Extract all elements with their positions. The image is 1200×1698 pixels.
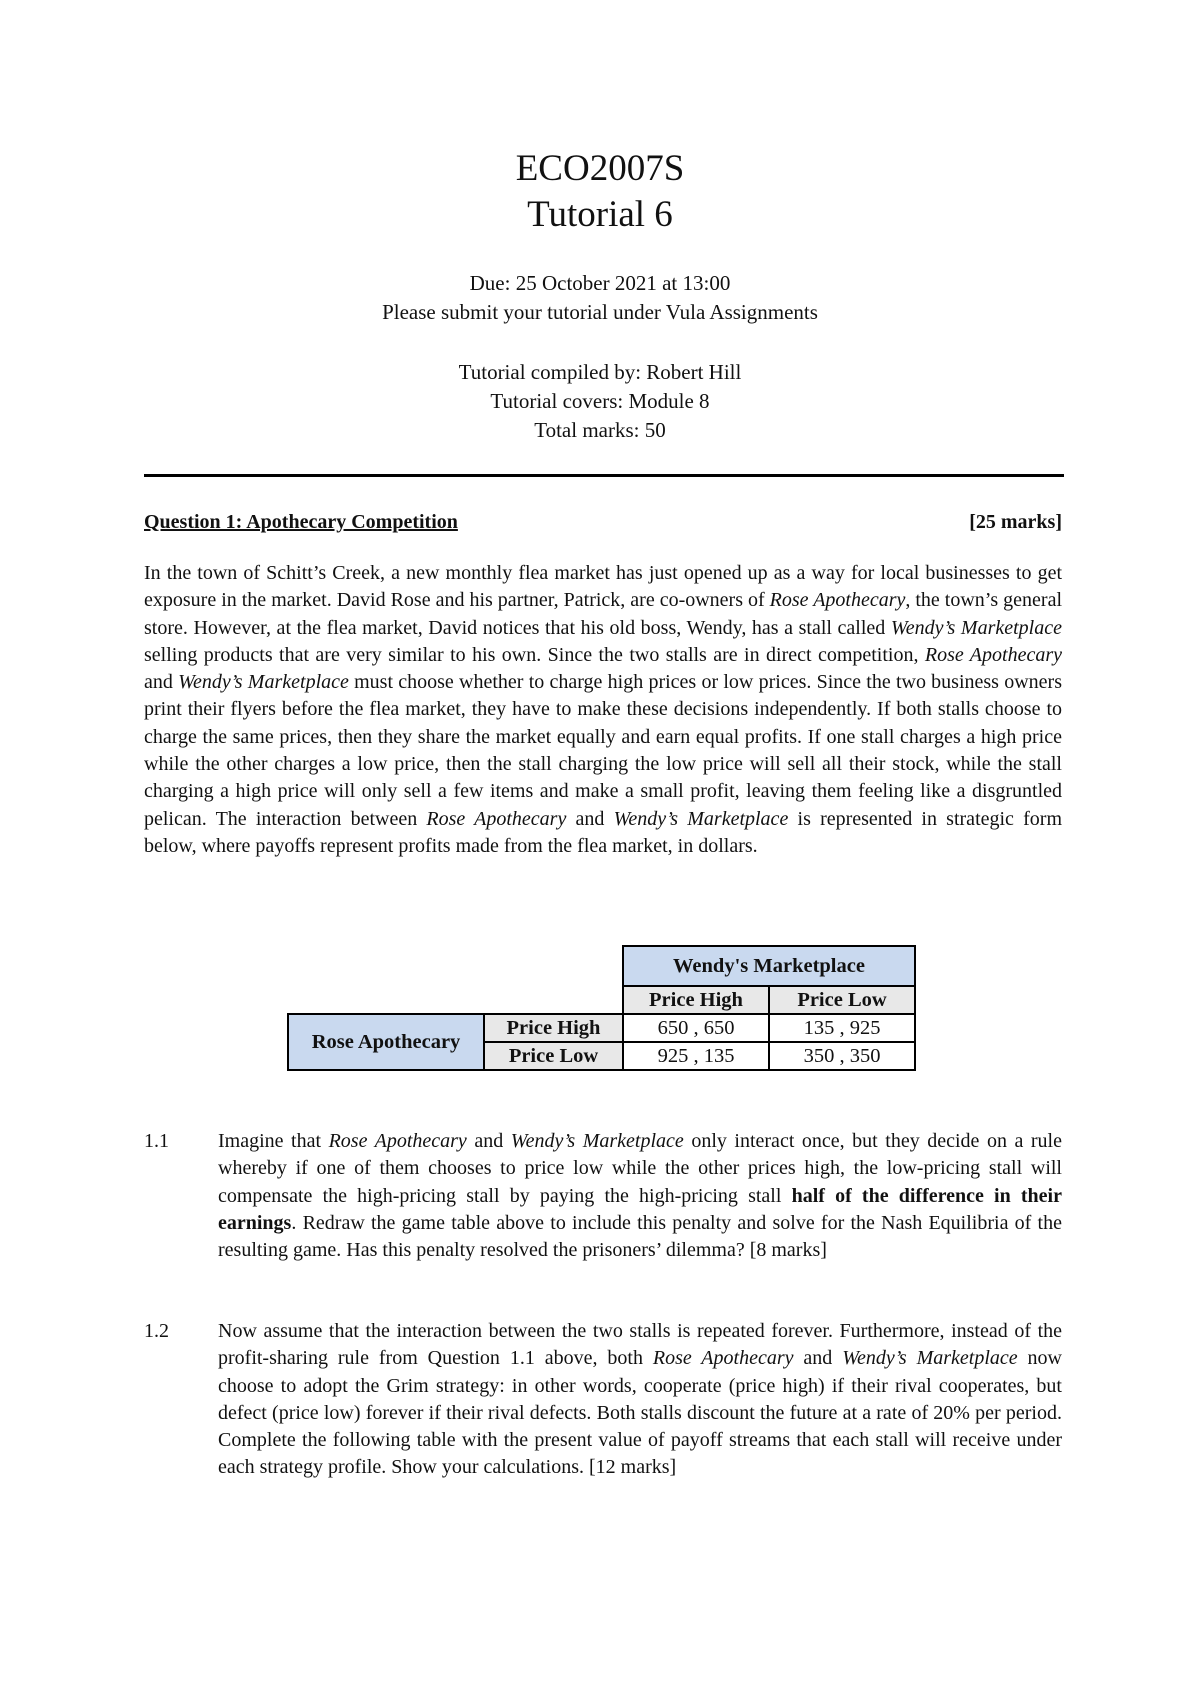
col-strategy-low: Price Low xyxy=(769,986,915,1014)
text-run: only interact once, but they decide on a rule whereby if one of them chooses to price low while the other prices high, the low-pricing stall will compensate the high-pricing stall by paying the high-pricing stall xyxy=(218,1130,1062,1207)
text-run: . Redraw the game table above to include this penalty and solve for the Nash Equilibria of the resulting game. Has this penalty resolved the prisoners’ dilemma? [8 marks] xyxy=(218,1211,1062,1262)
emphasis-text: Wendy’s Marketplace xyxy=(178,671,349,694)
emphasis-text: Wendy’s Marketplace xyxy=(613,807,789,830)
payoff-cell: 925 , 135 xyxy=(623,1042,769,1070)
text-run: and xyxy=(466,1130,511,1152)
question-text xyxy=(218,1318,1062,1482)
course-code: ECO2007S xyxy=(515,148,685,189)
text-run: Imagine that xyxy=(218,1130,329,1152)
question-text xyxy=(218,1128,1062,1264)
emphasis-text: Wendy’s Marketplace xyxy=(510,1130,684,1152)
row-strategy-low: Price Low xyxy=(484,1042,623,1070)
question-1-2 xyxy=(144,1318,1062,1482)
emphasis-text: Rose Apothecary xyxy=(328,1130,467,1152)
row-strategy-high: Price High xyxy=(484,1014,623,1042)
payoff-cell: 650 , 650 xyxy=(623,1014,769,1042)
tutorial-covers: Tutorial covers: Module 8 xyxy=(490,389,710,413)
text-run: and xyxy=(144,671,179,694)
text-run: and xyxy=(793,1347,843,1370)
emphasis-text: Wendy’s Marketplace xyxy=(842,1347,1018,1370)
question-number: 1.2 xyxy=(144,1320,169,1342)
emphasis-text: Rose Apothecary xyxy=(924,643,1062,666)
emphasis-text: Wendy’s Marketplace xyxy=(890,616,1062,639)
text-run: must choose whether to charge high prices or low prices. Since the two business owners print their flyers before the flea market, they have to make these decisions independently. If both stalls choose to charge the same prices, then they share the market equally and earn equal profits. If one stall charges a high price while the other charges a low price, then the stall charging the low price will sell all their stock, while the stall charging a high price will only sell a few items and make a small profit, leaving them feeling like a disgruntled pelican. The interaction between xyxy=(144,671,1062,830)
due-date: Due: 25 October 2021 at 13:00 xyxy=(469,271,731,295)
question-number: 1.1 xyxy=(144,1130,169,1152)
row-player: Rose Apothecary xyxy=(288,1014,484,1070)
emphasis-text: Rose Apothecary xyxy=(652,1347,794,1370)
text-run: selling products that are very similar to his own. Since the two stalls are in direct competition, xyxy=(144,643,925,666)
payoff-cell: 135 , 925 xyxy=(769,1014,915,1042)
bold-text: half of the difference in their earnings xyxy=(218,1184,1062,1234)
tutorial-title: Tutorial 6 xyxy=(527,194,673,235)
compiled-by: Tutorial compiled by: Robert Hill xyxy=(458,360,742,384)
col-strategy-high: Price High xyxy=(623,986,769,1014)
text-run: now choose to adopt the Grim strategy: in other words, cooperate (price high) if their rival cooperates, but defect (price low) forever if their rival defects. Both stalls discount the future at a rate of 20% per period. Complete the following table with the present value of payoff streams that each stall will receive under each strategy profile. Show your calculations. [12 marks] xyxy=(218,1347,1062,1479)
text-run: Now assume that the interaction between the two stalls is repeated forever. Furthermore, instead of the profit-sharing rule from Question 1.1 above, both xyxy=(218,1320,1062,1370)
emphasis-text: Rose Apothecary xyxy=(426,807,567,830)
header-divider xyxy=(144,474,1064,477)
question-1-1 xyxy=(144,1128,1062,1264)
payoff-table xyxy=(287,945,916,1071)
text-run: and xyxy=(566,807,614,830)
payoff-cell: 350 , 350 xyxy=(769,1042,915,1070)
text-run: In the town of Schitt’s Creek, a new monthly flea market has just opened up as a way for local businesses to get exposure in the market. David Rose and his partner, Patrick, are co-owners of xyxy=(144,562,1062,612)
total-marks: Total marks: 50 xyxy=(534,418,666,442)
question-marks: [25 marks] xyxy=(969,511,1062,533)
emphasis-text: Rose Apothecary xyxy=(769,589,906,612)
submission-note: Please submit your tutorial under Vula Assignments xyxy=(382,300,818,324)
question-heading xyxy=(144,508,1062,536)
column-player: Wendy's Marketplace xyxy=(623,946,915,986)
text-run: is represented in strategic form below, where payoffs represent profits made from the flea market, in dollars. xyxy=(144,807,1063,857)
question-intro xyxy=(144,560,1062,860)
question-title: Question 1: Apothecary Competition xyxy=(144,511,458,533)
text-run: , the town’s general store. However, at the flea market, David notices that his old boss, Wendy, has a stall called xyxy=(144,589,1062,639)
